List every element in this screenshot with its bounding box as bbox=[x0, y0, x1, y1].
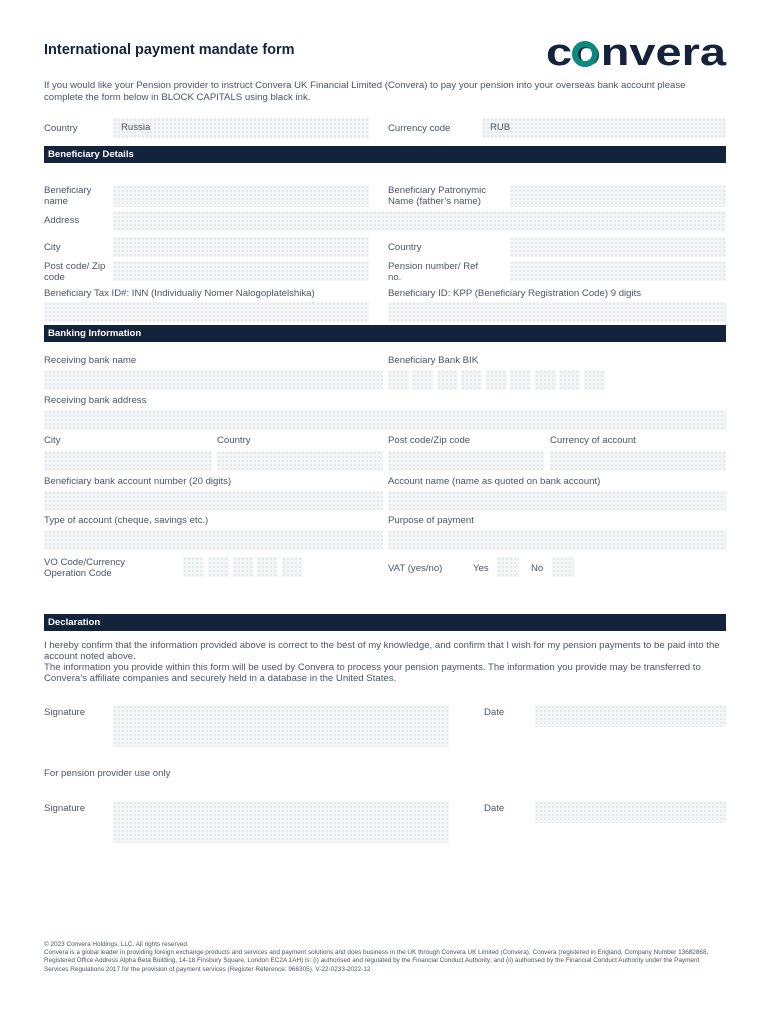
signature-field[interactable] bbox=[113, 705, 449, 747]
vo-code-digit-box[interactable] bbox=[233, 557, 254, 577]
vat-no-label: No bbox=[531, 563, 544, 574]
patronymic-label: Beneficiary Patronymic Name (father’s name) bbox=[388, 185, 487, 207]
vo-code-label: VO Code/Currency Operation Code bbox=[44, 557, 126, 579]
city-field[interactable] bbox=[113, 237, 369, 257]
account-type-label: Type of account (cheque, savings etc.) bbox=[44, 515, 209, 526]
vat-yes-checkbox[interactable] bbox=[497, 557, 519, 577]
bank-postcode-label: Post code/Zip code bbox=[388, 435, 471, 446]
account-number-label: Beneficiary bank account number (20 digits) bbox=[44, 476, 232, 487]
provider-signature-label: Signature bbox=[44, 803, 86, 814]
provider-date-label: Date bbox=[484, 803, 505, 814]
bik-digit-box[interactable] bbox=[461, 370, 482, 390]
account-number-field[interactable] bbox=[44, 491, 383, 511]
address-label: Address bbox=[44, 215, 80, 226]
beneficiary-name-label: Beneficiary name bbox=[44, 185, 92, 207]
vo-code-digit-box[interactable] bbox=[183, 557, 204, 577]
city-label: City bbox=[44, 242, 61, 253]
intro-text: If you would like your Pension provider to instruct Convera UK Financial Limited (Convera) to pay your pension into your overseas bank account please complete the form below in BLOCK CAPITALS using black ink. bbox=[44, 80, 686, 103]
bik-digit-box[interactable] bbox=[486, 370, 507, 390]
purpose-of-payment-field[interactable] bbox=[388, 530, 726, 550]
footer-legal: Convera is a global leader in providing foreign exchange products and services and payment solutions and does business in the UK through Convera UK Limited (Convera). Convera (registered in England, Company Number 13682868, Registered Office Address Alpha Beta Building, 14-18 Finsbury Square, London EC2A 1AH) is: (i) authorised and regulated by the Financial Conduct Authority; and (ii) authorised by the Financial Conduct Authority under the Payment Services Regulations 2017 for the provision of payment services (Register Reference: 966305). V-22-0233-2022-12 bbox=[44, 949, 709, 973]
patronymic-field[interactable] bbox=[510, 185, 726, 207]
svg-text:convera: convera bbox=[546, 34, 728, 72]
footer bbox=[44, 941, 724, 974]
declaration-text-privacy: The information you provide within this form will be used by Convera to process your pension payments. The information you provide may be transferred to Convera’s affiliate companies and securely held in a database in the United States. bbox=[44, 662, 701, 684]
signature-label: Signature bbox=[44, 707, 86, 718]
beneficiary-details-title: Beneficiary Details bbox=[48, 149, 134, 160]
receiving-bank-address-label: Receiving bank address bbox=[44, 395, 147, 406]
vo-code-digit-box[interactable] bbox=[282, 557, 303, 577]
country-field[interactable] bbox=[113, 118, 369, 138]
bik-digit-box[interactable] bbox=[388, 370, 409, 390]
kpp-field[interactable] bbox=[388, 302, 726, 322]
vat-yes-label: Yes bbox=[473, 563, 489, 574]
declaration-header bbox=[44, 614, 726, 631]
account-name-label: Account name (name as quoted on bank account) bbox=[388, 476, 601, 487]
bik-digit-box[interactable] bbox=[510, 370, 531, 390]
country-value: Russia bbox=[121, 122, 151, 133]
declaration-title: Declaration bbox=[48, 617, 101, 628]
vo-code-digit-box[interactable] bbox=[208, 557, 229, 577]
vat-no-checkbox[interactable] bbox=[552, 557, 574, 577]
bank-city-field[interactable] bbox=[44, 451, 212, 471]
beneficiary-country-field[interactable] bbox=[510, 237, 726, 257]
convera-logo bbox=[546, 34, 728, 72]
beneficiary-name-field[interactable] bbox=[113, 185, 369, 207]
currency-code-field[interactable] bbox=[482, 118, 726, 138]
country-label: Country bbox=[44, 123, 78, 134]
date-field[interactable] bbox=[535, 705, 726, 727]
purpose-of-payment-label: Purpose of payment bbox=[388, 515, 474, 526]
bik-digit-box[interactable] bbox=[412, 370, 433, 390]
receiving-bank-name-label: Receiving bank name bbox=[44, 355, 137, 366]
currency-of-account-field[interactable] bbox=[550, 451, 726, 471]
vat-label: VAT (yes/no) bbox=[388, 563, 443, 574]
declaration-text-confirm: I hereby confirm that the information provided above is correct to the best of my knowledge, and confirm that I wish for my pension payments to be paid into the account noted above. bbox=[44, 640, 720, 662]
pension-provider-use-label: For pension provider use only bbox=[44, 768, 171, 779]
tax-id-label: Beneficiary Tax ID#: INN (Individualiy Nomer Nalogoplatelshika) bbox=[44, 288, 315, 299]
provider-signature-field[interactable] bbox=[113, 801, 449, 843]
beneficiary-details-header bbox=[44, 146, 726, 163]
address-field[interactable] bbox=[113, 211, 726, 231]
bik-digit-box[interactable] bbox=[437, 370, 458, 390]
bik-label: Beneficiary Bank BIK bbox=[388, 355, 479, 366]
account-name-field[interactable] bbox=[388, 491, 726, 511]
bank-postcode-field[interactable] bbox=[388, 451, 544, 471]
postcode-field[interactable] bbox=[113, 261, 369, 281]
currency-of-account-label: Currency of account bbox=[550, 435, 636, 446]
beneficiary-country-label: Country bbox=[388, 242, 422, 253]
postcode-label: Post code/ Zip code bbox=[44, 261, 106, 283]
bik-digit-box[interactable] bbox=[584, 370, 605, 390]
vo-code-digit-box[interactable] bbox=[257, 557, 278, 577]
bank-country-label: Country bbox=[217, 435, 251, 446]
bik-digit-box[interactable] bbox=[559, 370, 580, 390]
bik-digit-box[interactable] bbox=[535, 370, 556, 390]
account-type-field[interactable] bbox=[44, 530, 383, 550]
bank-country-field[interactable] bbox=[217, 451, 383, 471]
tax-id-field[interactable] bbox=[44, 302, 369, 322]
kpp-label: Beneficiary ID: KPP (Beneficiary Registration Code) 9 digits bbox=[388, 288, 642, 299]
receiving-bank-name-field[interactable] bbox=[44, 370, 383, 390]
currency-code-value: RUB bbox=[490, 122, 511, 133]
banking-information-title: Banking Information bbox=[48, 328, 142, 339]
receiving-bank-address-field[interactable] bbox=[44, 410, 726, 430]
pension-number-label: Pension number/ Ref no. bbox=[388, 261, 479, 283]
currency-code-label: Currency code bbox=[388, 123, 451, 134]
pension-number-field[interactable] bbox=[510, 261, 726, 281]
page-title: International payment mandate form bbox=[44, 42, 295, 58]
bank-city-label: City bbox=[44, 435, 61, 446]
footer-copyright: © 2023 Convera Holdings, LLC. All rights reserved. bbox=[44, 941, 189, 948]
date-label: Date bbox=[484, 707, 505, 718]
provider-date-field[interactable] bbox=[535, 801, 726, 823]
banking-information-header bbox=[44, 325, 726, 342]
